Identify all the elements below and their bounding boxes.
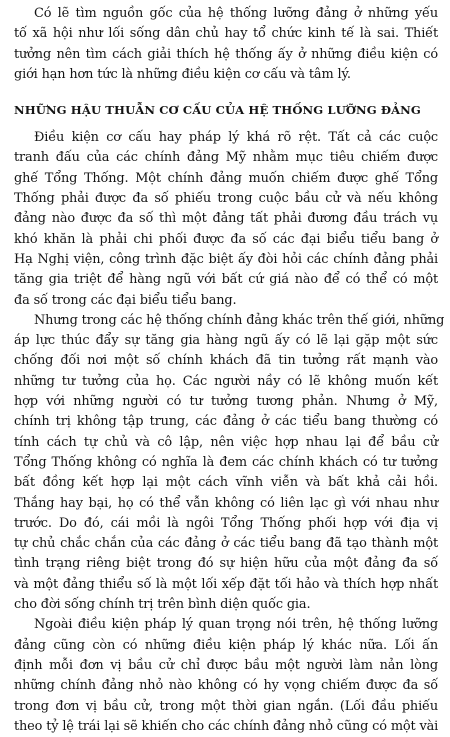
text-line: những tư tưởng của họ. Các người nầy có lẽ không muốn kết xyxy=(14,373,438,389)
text-line: và một đảng thiểu số là một lối xếp đặt tối hảo và thích hợp nhất xyxy=(14,576,438,592)
text-line: định mỗi đơn vị bầu cử chỉ được bầu một người làm nản lòng xyxy=(14,657,438,673)
text-line: ghế Tổng Thống. Một chính đảng muốn chiếm được ghế Tổng xyxy=(14,170,438,186)
text-line: Ngoài điều kiện pháp lý quan trọng nói trên, hệ thống lưỡng xyxy=(34,617,438,633)
text-line: chống đối nơi một số chính khách đã tin tưởng rất mạnh vào xyxy=(14,353,438,369)
text-line: chính trị không tập trung, các đảng ở các tiểu bang thường có xyxy=(14,414,438,430)
text-line: hợp với những người có tư tưởng tương phản. Nhưng ở Mỹ, xyxy=(14,394,438,410)
text-line: Điều kiện cơ cấu hay pháp lý khá rõ rệt. Tất cả các cuộc xyxy=(34,130,438,146)
document-page xyxy=(14,4,445,737)
text-line: Nhưng trong các hệ thống chính đảng khác trên thế giới, những xyxy=(34,312,445,328)
text-line: tự chủ chắc chắn của các đảng ở các tiểu bang đã tạo thành một xyxy=(14,536,438,552)
text-line: những chính đảng nhỏ nào không có hy vọng chiếm được đa số xyxy=(14,678,438,694)
text-line: khó khăn là phải chi phối được đa số các đại biểu tiểu bang ở xyxy=(14,231,438,247)
text-line: Thắng hay bại, họ có thể vẫn không có liên lạc gì với nhau như xyxy=(14,495,438,511)
text-line: đa số trong các đại biểu tiểu bang. xyxy=(14,292,237,308)
section-heading: NHỮNG HẬU THUẪN CƠ CẤU CỦA HỆ THỐNG LƯỠNG ĐẢNG xyxy=(14,103,421,118)
text-line: tố xã hội như lối sống dân chủ hay tổ chức kinh tế là sai. Thiết xyxy=(14,26,438,42)
text-line: tăng gia triệt để hàng ngũ với bất cứ giá nào để có thể có một xyxy=(14,272,438,288)
paragraph-other-systems xyxy=(14,311,445,615)
text-line: Hạ Nghị viện, công trình đặc biệt ấy đòi hỏi các chính đảng phải xyxy=(14,251,438,267)
text-line: tình trạng riêng biệt trong đó sự hiện hữu của một đảng đa số xyxy=(14,556,438,572)
text-line: tranh đấu của các chính đảng Mỹ nhằm mục tiêu chiếm được xyxy=(14,150,438,166)
paragraph-structural-conditions xyxy=(14,128,438,311)
text-line: trong đơn vị bầu cử, trong một thời gian ngắn. (Lối đầu phiếu xyxy=(14,698,438,714)
paragraph-legal-conditions xyxy=(14,615,438,737)
text-line: đảng nào được đa số thì một đảng tất phải đương đầu trách vụ xyxy=(14,211,438,227)
text-line: đảng cũng còn có những điều kiện pháp lý khác nữa. Lối ấn xyxy=(14,637,438,653)
text-line: trước. Do đó, cái mồi là ngôi Tổng Thống phối hợp với địa vị xyxy=(14,515,438,531)
text-line: theo tỷ lệ trái lại sẽ khiến cho các chính đảng nhỏ cũng có một vài xyxy=(14,718,439,734)
text-line: bất đồng kết hợp lại một cách vĩnh viễn và bất khả cải hồi. xyxy=(14,475,438,491)
text-line: giới hạn hơn tức là những điều kiện cơ cấu và tâm lý. xyxy=(14,66,351,82)
text-line: cho đời sống chính trị trên bình diện quốc gia. xyxy=(14,597,311,613)
text-line: Tổng Thống không có nghĩa là đem các chính khách có tư tưởng xyxy=(14,454,438,470)
intro-paragraph xyxy=(14,4,438,85)
text-line: tính cách tự chủ và cô lập, nên việc hợp nhau lại để bầu cử xyxy=(14,434,438,450)
text-line: tưởng nên tìm cách giải thích hệ thống ấy ở những điều kiện có xyxy=(14,46,438,62)
text-line: áp lực thúc đẩy sự tăng gia hàng ngũ ấy có lẽ lại gặp một sức xyxy=(14,333,438,349)
text-line: Thống phải được đa số phiếu trong cuộc bầu cử và nếu không xyxy=(14,191,438,207)
text-line: Có lẽ tìm nguồn gốc của hệ thống lưỡng đảng ở những yếu xyxy=(34,6,438,21)
